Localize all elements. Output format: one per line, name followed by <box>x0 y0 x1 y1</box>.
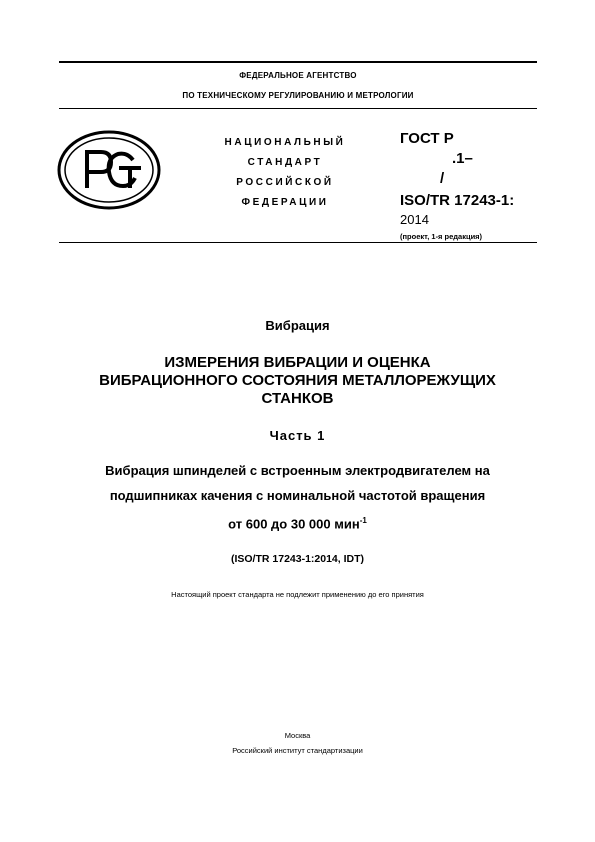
header-rule <box>59 108 537 109</box>
publisher-org: Российский институт стандартизации <box>232 746 363 755</box>
draft-note: (проект, 1-я редакция) <box>400 232 483 241</box>
subtitle-superscript: -1 <box>359 516 367 525</box>
gost-designation-line1: ГОСТ Р <box>400 130 454 147</box>
idt-reference: (ISO/TR 17243-1:2014, IDT) <box>230 553 365 565</box>
subject-heading: Вибрация <box>265 318 330 333</box>
title-line2: ВИБРАЦИОННОГО СОСТОЯНИЯ МЕТАЛЛОРЕЖУЩИХ <box>99 372 496 389</box>
document-subtitle <box>40 458 555 536</box>
draft-notice: Настоящий проект стандарта не подлежит применению до его принятия <box>171 590 424 599</box>
gost-designation-line3: / <box>440 170 445 187</box>
publisher-city: Москва <box>284 731 311 740</box>
document-title <box>40 354 555 408</box>
rst-logo-icon <box>57 130 161 210</box>
subtitle-line3-wrap <box>40 508 555 536</box>
title-line3: СТАНКОВ <box>261 390 334 407</box>
national-label-line3: РОССИЙСКОЙ <box>236 177 334 188</box>
gost-designation-line2: .1– <box>452 150 473 167</box>
header-bottom-rule <box>59 242 537 243</box>
national-label-line1: НАЦИОНАЛЬНЫЙ <box>224 137 346 148</box>
gost-designation-line4: ISO/TR 17243-1: <box>400 192 515 209</box>
subtitle-line2: подшипниках качения с номинальной частотой вращения <box>109 488 486 503</box>
national-label-line2: СТАНДАРТ <box>247 157 323 168</box>
title-line1: ИЗМЕРЕНИЯ ВИБРАЦИИ И ОЦЕНКА <box>164 354 431 371</box>
part-heading: Часть 1 <box>269 428 326 443</box>
gost-year: 2014 <box>400 212 429 227</box>
subtitle-line3: от 600 до 30 000 мин <box>228 516 360 532</box>
subtitle-line1: Вибрация шпинделей с встроенным электродвигателем на <box>105 463 490 478</box>
agency-name-line2: ПО ТЕХНИЧЕСКОМУ РЕГУЛИРОВАНИЮ И МЕТРОЛОГИИ <box>182 91 414 100</box>
agency-name-line1: ФЕДЕРАЛЬНОЕ АГЕНТСТВО <box>239 71 357 80</box>
national-label-line4: ФЕДЕРАЦИИ <box>241 197 329 208</box>
top-rule <box>59 61 537 63</box>
